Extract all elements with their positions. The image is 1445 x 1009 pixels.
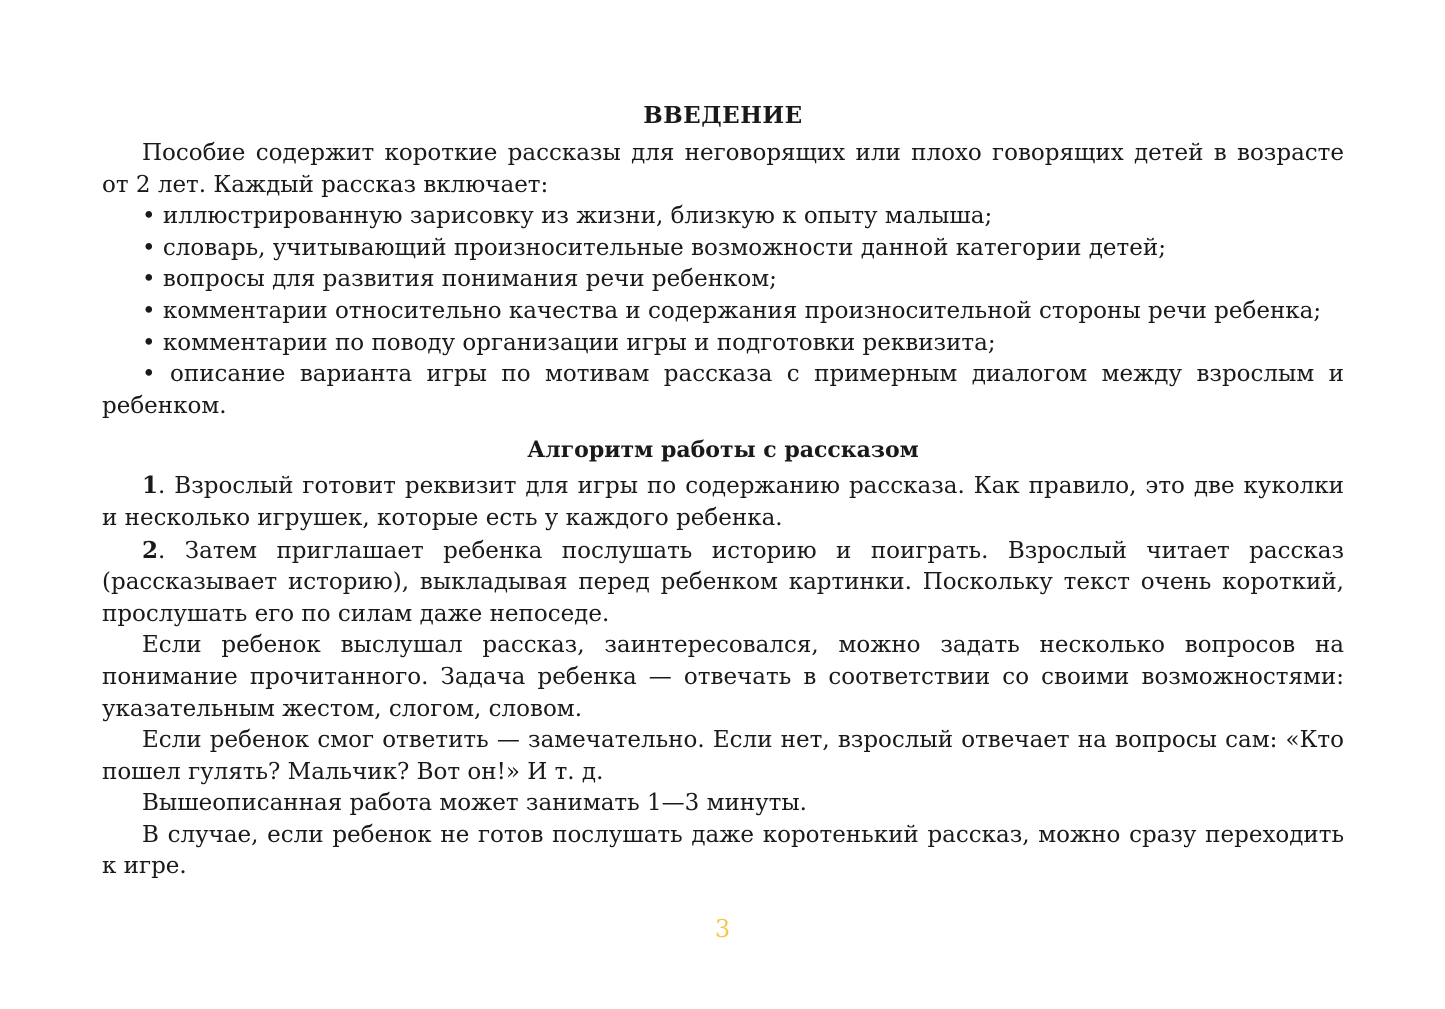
list-item: • словарь, учитывающий произносительные возможности данной категории детей; xyxy=(142,234,1166,261)
page-title: ВВЕДЕНИЕ xyxy=(643,102,803,129)
body-paragraph: Если ребенок смог ответить — замечательно. Если нет, взрослый отвечает на вопросы сам: «Кто пошел гулять? Мальчик? Вот он!» И т. д. xyxy=(102,727,1344,785)
step-paragraph xyxy=(102,535,1344,631)
body-paragraph: Если ребенок выслушал рассказ, заинтересовался, можно задать несколько вопросов на понимание прочитанного. Задача ребенка — отвечать в соответствии со своими возможностями: указательным жестом, слогом, словом. xyxy=(102,632,1344,722)
section-subtitle: Алгоритм работы с рассказом xyxy=(527,437,919,464)
list-item: • вопросы для развития понимания речи ребенком; xyxy=(142,266,777,293)
step-text: . Затем приглашает ребенка послушать историю и поиграть. Взрослый читает рассказ (рассказывает историю), выкладывая перед ребенком картинки. Поскольку текст очень короткий, прослушать его по силам даже непоседе. xyxy=(102,537,1344,627)
page-number: 3 xyxy=(714,915,731,943)
list-item: • комментарии по поводу организации игры и подготовки реквизита; xyxy=(142,329,996,356)
body-paragraph: Вышеописанная работа может занимать 1—3 минуты. xyxy=(142,790,807,817)
step-paragraph xyxy=(102,470,1344,534)
body-paragraph: В случае, если ребенок не готов послушать даже коротенький рассказ, можно сразу переходить к игре. xyxy=(102,821,1344,880)
list-item: • описание варианта игры по мотивам рассказа с примерным диалогом между взрослым и ребенком. xyxy=(102,361,1344,419)
document-page xyxy=(102,96,1344,883)
list-item: • иллюстрированную зарисовку из жизни, близкую к опыту малыша; xyxy=(142,203,993,230)
intro-paragraph: Пособие содержит короткие рассказы для неговорящих или плохо говорящих детей в возрасте от 2 лет. Каждый рассказ включает: xyxy=(102,140,1344,198)
step-number: 1 xyxy=(142,472,159,500)
step-text: . Взрослый готовит реквизит для игры по содержанию рассказа. Как правило, это две куколки и несколько игрушек, которые есть у каждого ребенка. xyxy=(102,473,1344,531)
list-item: • комментарии относительно качества и содержания произносительной стороны речи ребенка; xyxy=(142,297,1322,324)
step-number: 2 xyxy=(142,536,159,564)
